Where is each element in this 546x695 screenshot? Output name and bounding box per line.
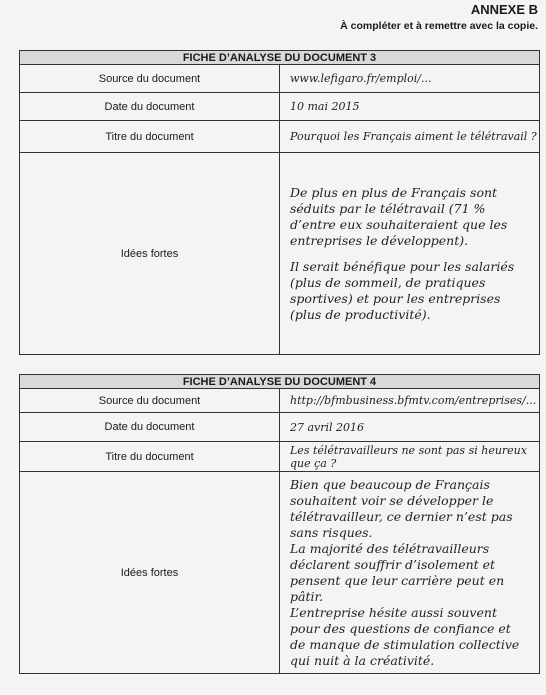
idees-cell [280, 153, 540, 355]
fiche-title: FICHE D’ANALYSE DU DOCUMENT 4 [20, 375, 540, 389]
date-label: Date du document [20, 413, 280, 442]
annexe-title: ANNEXE B [470, 2, 538, 17]
idees-label: Idées fortes [20, 472, 280, 674]
idees-content [280, 477, 539, 669]
date-value: 27 avril 2016 [280, 413, 540, 442]
idees-paragraph: La majorité des télétravailleurs déclarent souffrir d’isolement et pensent que leur carrière peut en pâtir. [290, 540, 505, 604]
titre-label: Titre du document [20, 442, 280, 472]
titre-value: Pourquoi les Français aiment le télétravail ? [280, 121, 540, 153]
fiche-document-3 [19, 50, 540, 355]
instruction-text: À compléter et à remettre avec la copie. [340, 20, 538, 32]
source-value: www.lefigaro.fr/emploi/... [280, 65, 540, 93]
source-value: http://bfmbusiness.bfmtv.com/entreprises/... [280, 389, 540, 413]
idees-cell [280, 472, 540, 674]
fiche-title: FICHE D’ANALYSE DU DOCUMENT 3 [20, 51, 540, 65]
idees-label: Idées fortes [20, 153, 280, 355]
source-label: Source du document [20, 389, 280, 413]
titre-label: Titre du document [20, 121, 280, 153]
idees-content [280, 185, 539, 323]
fiche-document-4 [19, 374, 540, 674]
idees-paragraph: Bien que beaucoup de Français souhaitent voir se développer le télétravailleur, ce dernier n’est pas sans risques. [290, 476, 513, 540]
titre-value: Les télétravailleurs ne sont pas si heureux que ça ? [280, 442, 540, 472]
source-label: Source du document [20, 65, 280, 93]
idees-paragraph: Il serait bénéfique pour les salariés (plus de sommeil, de pratiques sportives) et pour les entreprises (plus de productivité). [290, 258, 515, 322]
date-value: 10 mai 2015 [280, 93, 540, 121]
idees-paragraph: L’entreprise hésite aussi souvent pour des questions de confiance et de manque de stimulation collective qui nuit à la créativité. [290, 604, 520, 668]
idees-paragraph: De plus en plus de Français sont séduits par le télétravail (71 % d’entre eux souhaiteraient que les entreprises le développent). [290, 184, 508, 248]
date-label: Date du document [20, 93, 280, 121]
